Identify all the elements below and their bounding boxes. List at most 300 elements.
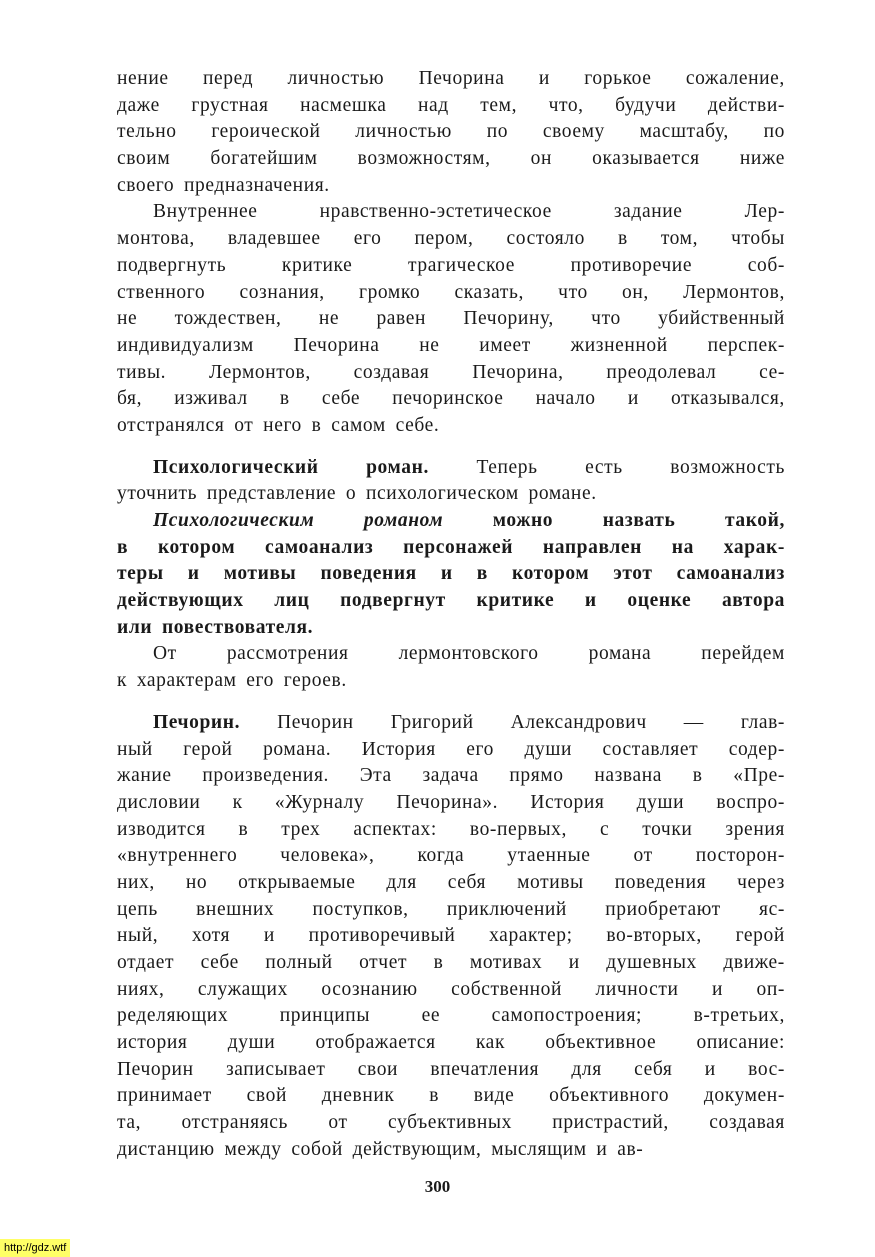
word: характер; — [489, 925, 573, 947]
word: теры — [117, 563, 164, 585]
word: произведения. — [202, 765, 330, 787]
word: характерам — [136, 670, 237, 692]
word: оказывается — [592, 148, 700, 170]
word: личностью — [355, 121, 452, 143]
word: оценке — [627, 590, 692, 612]
word: посторон- — [695, 845, 785, 867]
word: герой — [183, 738, 233, 760]
word: к — [232, 791, 243, 813]
word: противоречие — [570, 254, 693, 276]
watermark-link[interactable]: http://gdz.wtf — [0, 1239, 70, 1257]
word: человека», — [280, 845, 375, 867]
word: собой — [291, 1138, 343, 1160]
word: действующих — [117, 590, 244, 612]
text-line — [117, 146, 785, 173]
word: отдает — [117, 952, 175, 973]
word: своему — [542, 121, 605, 143]
word: мотивах — [469, 952, 543, 973]
word: состояло — [506, 228, 585, 250]
text-line — [117, 333, 785, 360]
word: действующим, — [352, 1138, 482, 1160]
word: в — [692, 765, 703, 787]
word: «Пре- — [733, 765, 785, 787]
word: героической — [211, 121, 321, 143]
word: себе — [321, 388, 361, 410]
word: нравственно-эстетическое — [319, 201, 552, 223]
word: критике — [476, 590, 555, 612]
word: чтобы — [731, 228, 785, 250]
word: его — [466, 738, 494, 760]
word: ниже — [739, 148, 785, 170]
word: индивидуализм — [117, 334, 254, 356]
text-line — [117, 615, 785, 642]
word: внешних — [196, 898, 275, 920]
word: этот — [613, 563, 653, 585]
word: горькое — [584, 68, 652, 89]
word: во-вторых, — [606, 925, 702, 947]
word: пристрастий, — [552, 1112, 669, 1134]
word: для — [386, 871, 417, 893]
word: отстраняясь — [181, 1112, 289, 1134]
text-line — [117, 119, 785, 146]
word: будучи — [615, 94, 677, 116]
word: харак- — [723, 536, 785, 558]
word: свои — [357, 1058, 399, 1080]
word: герой — [735, 925, 785, 947]
word: — — [683, 711, 704, 733]
word: грустная — [191, 94, 269, 116]
word: возможность — [670, 456, 785, 478]
word: от — [633, 845, 653, 867]
word: тем, — [480, 94, 518, 116]
text-line — [117, 561, 785, 588]
word: в — [117, 536, 129, 558]
word: Печорина — [293, 334, 380, 356]
text-line — [117, 977, 785, 1004]
word: открываемые — [238, 871, 356, 893]
word: задача — [422, 765, 479, 787]
word: но — [185, 871, 208, 893]
word: Печорина, — [472, 361, 564, 383]
word: создавая — [353, 361, 430, 383]
text-line — [117, 508, 785, 535]
word: трех — [281, 818, 321, 840]
word: яс- — [759, 898, 785, 920]
word: Психологический — [153, 456, 319, 478]
word: отказывался, — [671, 388, 785, 410]
word: душевных — [606, 952, 697, 973]
text-line — [117, 226, 785, 253]
page-number: 300 — [424, 1177, 451, 1196]
word: что — [558, 281, 588, 303]
word: движе- — [723, 952, 785, 973]
word: к — [117, 670, 128, 692]
text-line — [117, 1137, 785, 1164]
word: о — [345, 483, 357, 505]
text-line — [117, 870, 785, 897]
word: и — [568, 952, 580, 973]
word: собственной — [451, 978, 563, 1000]
word: Печорин. — [153, 711, 241, 733]
word: нение — [117, 68, 169, 89]
word: свой — [246, 1085, 287, 1107]
word: назвать — [602, 510, 676, 531]
word: соб- — [747, 254, 785, 276]
word: сказать, — [454, 281, 524, 303]
text-line — [117, 253, 785, 280]
text-line — [117, 481, 785, 508]
word: психологическом — [366, 483, 519, 505]
text-line — [117, 588, 785, 615]
word: точки — [642, 818, 693, 840]
word: что, — [548, 94, 584, 116]
word: в — [617, 228, 628, 250]
word: и — [440, 563, 453, 585]
word: субъективных — [388, 1112, 512, 1134]
word: отчет — [359, 952, 408, 973]
word: души — [524, 738, 572, 760]
word: он — [530, 148, 553, 170]
word: в — [433, 952, 444, 973]
word: романа — [588, 643, 652, 665]
word: дисловии — [117, 791, 201, 813]
word: глав- — [740, 711, 785, 733]
word: представление — [206, 483, 337, 505]
word: и — [187, 563, 200, 585]
word: Лер- — [744, 201, 785, 223]
word: повествователя. — [161, 616, 314, 638]
paragraph-p2 — [117, 199, 785, 439]
word: ниях, — [117, 978, 165, 1000]
word: действи- — [707, 94, 785, 116]
word: Лермонтов, — [683, 281, 785, 303]
word: не — [318, 308, 340, 330]
text-line — [117, 817, 785, 844]
text-line — [117, 280, 785, 307]
word: насмешка — [300, 94, 387, 116]
word: самом — [331, 414, 386, 436]
word: уточнить — [117, 483, 198, 505]
word: даже — [117, 94, 160, 116]
text-line — [117, 413, 785, 440]
word: изводится — [117, 818, 206, 840]
word: отстранялся — [117, 414, 225, 436]
word: души — [636, 791, 685, 813]
word: Печорин — [117, 1058, 194, 1080]
word: романа. — [263, 738, 332, 760]
word: изживал — [174, 388, 248, 410]
word: прямо — [509, 765, 564, 787]
word: котором — [157, 536, 236, 558]
word: возможностям, — [357, 148, 491, 170]
word: создавая — [709, 1112, 785, 1134]
word: лиц — [274, 590, 310, 612]
word: личности — [595, 978, 679, 1000]
word: громко — [358, 281, 421, 303]
word: виде — [473, 1085, 515, 1107]
word: приключений — [446, 898, 567, 920]
word: ее — [421, 1005, 441, 1027]
word: через — [737, 871, 785, 893]
word: Александрович — [510, 711, 647, 733]
word: мыслящим — [491, 1138, 587, 1160]
word: противоречивый — [308, 925, 456, 947]
word: не — [419, 334, 440, 356]
text-line — [117, 923, 785, 950]
word: по — [763, 121, 785, 143]
word: самоанализ — [676, 563, 785, 585]
word: в-третьих, — [693, 1005, 785, 1027]
word: ределяющих — [117, 1005, 229, 1027]
text-line — [117, 668, 785, 695]
word: него — [263, 414, 302, 436]
word: объективного — [549, 1085, 670, 1107]
word: в — [429, 1085, 440, 1107]
paragraph-p6 — [117, 710, 785, 1164]
word: жизненной — [570, 334, 668, 356]
word: роман. — [366, 456, 429, 478]
word: принимает — [117, 1085, 212, 1107]
word: над — [417, 94, 449, 116]
word: «внутреннего — [117, 845, 238, 867]
paragraph-p5 — [117, 641, 785, 694]
word: его — [246, 670, 274, 692]
word: что — [591, 308, 621, 330]
word: самопостроения; — [491, 1005, 643, 1027]
word: поступков, — [312, 898, 409, 920]
word: имеет — [479, 334, 531, 356]
word: монтова, — [117, 228, 195, 250]
word: та, — [117, 1112, 142, 1134]
word: приобретают — [605, 898, 721, 920]
word: сожаление, — [685, 68, 785, 89]
word: котором — [512, 563, 590, 585]
word: богатейшим — [210, 148, 318, 170]
text-line — [117, 1030, 785, 1057]
word: и — [584, 590, 597, 612]
word: ав- — [617, 1138, 644, 1160]
word: полный — [265, 952, 333, 973]
text-line — [117, 93, 785, 120]
word: се- — [759, 361, 785, 383]
word: них, — [117, 871, 155, 893]
word: перед — [203, 68, 254, 89]
text-line — [117, 306, 785, 333]
text-line — [117, 790, 785, 817]
word: своего — [117, 174, 175, 196]
word: он, — [622, 281, 649, 303]
word: том, — [660, 228, 699, 250]
word: владевшее — [227, 228, 321, 250]
word: отображается — [315, 1032, 436, 1054]
word: История — [361, 738, 436, 760]
word: подвергнуть — [117, 254, 227, 276]
text-line — [117, 763, 785, 790]
text-line — [117, 950, 785, 977]
word: когда — [417, 845, 465, 867]
word: аспектах: — [353, 818, 437, 840]
word: персонажей — [403, 536, 514, 558]
word: на — [671, 536, 694, 558]
text-line — [117, 535, 785, 562]
word: своим — [117, 148, 171, 170]
word: ный — [117, 738, 153, 760]
word: содер- — [728, 738, 785, 760]
text-line — [117, 737, 785, 764]
word: личностью — [287, 68, 385, 89]
word: описание: — [696, 1032, 785, 1054]
word: такой, — [724, 510, 785, 531]
word: цепь — [117, 898, 158, 920]
word: история — [117, 1032, 188, 1054]
word: самоанализ — [265, 536, 374, 558]
word: себя — [447, 871, 487, 893]
word: не — [117, 308, 138, 330]
word: бя, — [117, 388, 143, 410]
text-line — [117, 199, 785, 226]
word: себя — [634, 1058, 673, 1080]
word: и — [596, 1138, 608, 1160]
word: Печорина». — [396, 791, 499, 813]
word: с — [599, 818, 610, 840]
word: между — [224, 1138, 282, 1160]
word: ственного — [117, 281, 206, 303]
word: Внутреннее — [153, 201, 258, 223]
word: воспро- — [716, 791, 785, 813]
text-line — [117, 360, 785, 387]
word: предназначения. — [184, 174, 330, 196]
word: перспек- — [707, 334, 785, 356]
word: От — [153, 643, 177, 665]
word: и — [538, 68, 550, 89]
word: для — [571, 1058, 602, 1080]
word: начало — [535, 388, 596, 410]
word: души — [227, 1032, 276, 1054]
word: себе. — [395, 414, 440, 436]
word: перейдем — [701, 643, 785, 665]
word: направлен — [542, 536, 642, 558]
page-body — [117, 66, 785, 1164]
word: в — [279, 388, 290, 410]
word: поведения — [320, 563, 417, 585]
word: убийственный — [658, 308, 785, 330]
word: есть — [585, 456, 623, 478]
word: масштабу, — [639, 121, 729, 143]
word: пером, — [414, 228, 474, 250]
word: мотивы — [517, 871, 584, 893]
word: зрения — [725, 818, 785, 840]
word: названа — [594, 765, 663, 787]
word: принципы — [279, 1005, 371, 1027]
word: Теперь — [476, 456, 538, 478]
word: трагическое — [408, 254, 515, 276]
word: Григорий — [390, 711, 474, 733]
word: равен — [376, 308, 427, 330]
word: История — [530, 791, 605, 813]
word: и — [627, 388, 639, 410]
word: сознания, — [239, 281, 325, 303]
text-line — [117, 710, 785, 737]
text-line — [117, 173, 785, 200]
word: в — [238, 818, 249, 840]
word: и — [704, 1058, 716, 1080]
word: жание — [117, 765, 172, 787]
word: себе — [200, 952, 239, 973]
word: записывает — [225, 1058, 326, 1080]
word: докумен- — [703, 1085, 785, 1107]
word: романом — [363, 510, 444, 531]
word: составляет — [602, 738, 699, 760]
word: в — [476, 563, 488, 585]
paragraph-p4 — [117, 508, 785, 641]
word: оп- — [756, 978, 785, 1000]
word: Лермонтов, — [208, 361, 311, 383]
word: впечатления — [430, 1058, 540, 1080]
text-line — [117, 1057, 785, 1084]
word: мотивы — [223, 563, 297, 585]
word: утаенные — [507, 845, 591, 867]
text-line — [117, 641, 785, 668]
text-line — [117, 386, 785, 413]
paragraph-gap — [117, 440, 785, 455]
word: и — [712, 978, 724, 1000]
word: объективное — [545, 1032, 657, 1054]
word: и — [263, 925, 275, 947]
paragraph-p3 — [117, 455, 785, 508]
word: или — [117, 616, 153, 638]
word: дистанцию — [117, 1138, 215, 1160]
word: осознанию — [321, 978, 418, 1000]
word: критике — [281, 254, 353, 276]
word: от — [234, 414, 254, 436]
word: Психологическим — [153, 510, 315, 531]
word: тивы. — [117, 361, 167, 383]
word: тельно — [117, 121, 177, 143]
text-line — [117, 1003, 785, 1030]
word: Печорина — [418, 68, 505, 89]
text-line — [117, 1110, 785, 1137]
word: Печорину, — [463, 308, 554, 330]
text-line — [117, 843, 785, 870]
paragraph-p1 — [117, 66, 785, 199]
word: от — [328, 1112, 348, 1134]
word: подвергнут — [340, 590, 446, 612]
word: лермонтовского — [398, 643, 539, 665]
word: в — [311, 414, 322, 436]
word: дневник — [321, 1085, 395, 1107]
word: можно — [492, 510, 554, 531]
word: Печорин — [277, 711, 354, 733]
word: во-первых, — [469, 818, 567, 840]
paragraph-gap — [117, 695, 785, 710]
word: поведения — [614, 871, 707, 893]
word: рассмотрения — [226, 643, 349, 665]
word: вос- — [748, 1058, 785, 1080]
word: романе. — [528, 483, 597, 505]
word: хотя — [191, 925, 231, 947]
word: служащих — [197, 978, 288, 1000]
word: автора — [721, 590, 785, 612]
text-line — [117, 66, 785, 93]
word: его — [353, 228, 382, 250]
word: Эта — [359, 765, 392, 787]
word: задание — [613, 201, 683, 223]
word: тождествен, — [174, 308, 282, 330]
word: как — [475, 1032, 506, 1054]
word: по — [486, 121, 509, 143]
text-line — [117, 455, 785, 482]
word: героев. — [283, 670, 347, 692]
